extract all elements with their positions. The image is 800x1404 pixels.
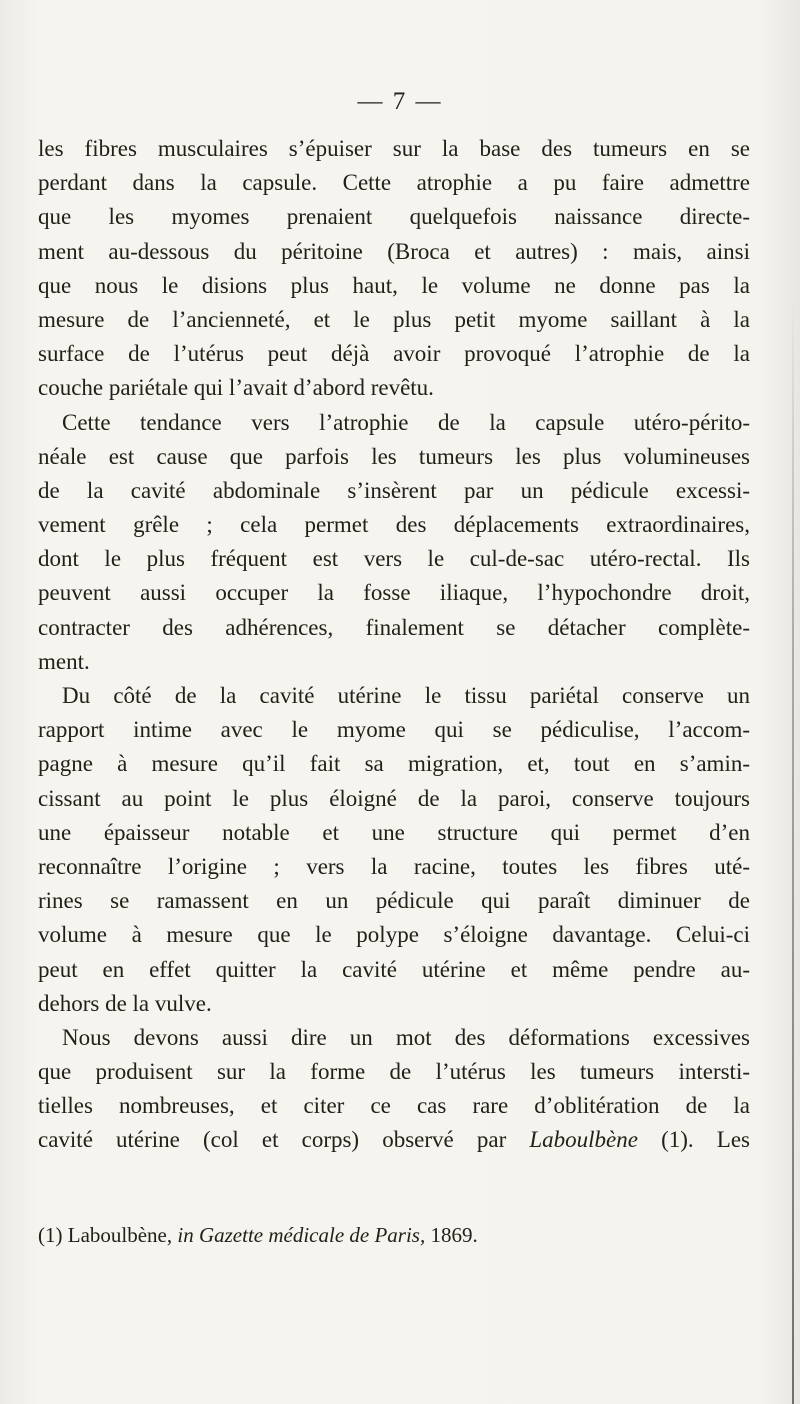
text-line: couche pariétale qui l’avait d’abord revêtu. xyxy=(38,375,434,401)
text-line: mesure de l’ancienneté, et le plus petit myome saillant à la xyxy=(38,306,750,332)
text-line: dehors de la vulve. xyxy=(38,990,212,1016)
text-line: tielles nombreuses, et citer ce cas rare d’oblitération de la xyxy=(38,1093,750,1119)
text-line: que les myomes prenaient quelquefois naissance directe- xyxy=(38,204,750,230)
text-line: pagne à mesure qu’il fait sa migration, et, tout en s’amin- xyxy=(38,751,750,777)
page-edge-shadow xyxy=(792,300,794,1404)
page-number: — 7 — xyxy=(357,88,443,115)
footnote-reference: (1). Les xyxy=(637,1127,750,1153)
text-line: volume à mesure que le polype s’éloigne davantage. Celui-ci xyxy=(38,922,750,948)
text-line: que nous le disions plus haut, le volume ne donne pas la xyxy=(38,272,750,298)
text-line: peut en effet quitter la cavité utérine et même pendre au- xyxy=(38,956,750,982)
footnote-author: Laboulbène, xyxy=(67,1223,173,1247)
text-line: surface de l’utérus peut déjà avoir provoqué l’atrophie de la xyxy=(38,341,750,367)
footnote xyxy=(38,1220,750,1250)
footnote-source: in Gazette médicale de Paris, xyxy=(177,1223,426,1247)
text-line: de la cavité abdominale s’insèrent par un pédicule excessi- xyxy=(38,477,750,503)
text-line xyxy=(38,1123,750,1157)
text-line: rines se ramassent en un pédicule qui paraît diminuer de xyxy=(38,888,750,914)
text-line: Cette tendance vers l’atrophie de la capsule utéro-périto- xyxy=(62,409,750,435)
text-line: contracter des adhérences, finalement se détacher complète- xyxy=(38,614,750,640)
text-line: Nous devons aussi dire un mot des déformations excessives xyxy=(62,1024,750,1050)
text-line: vement grêle ; cela permet des déplacements extraordinaires, xyxy=(38,512,750,538)
footnote-year: 1869. xyxy=(430,1223,478,1247)
text-line: cissant au point le plus éloigné de la paroi, conserve toujours xyxy=(38,785,750,811)
footnote-marker: (1) xyxy=(38,1223,63,1247)
text-line: néale est cause que parfois les tumeurs les plus volumineuses xyxy=(38,443,750,469)
cited-author: Laboulbène xyxy=(529,1127,638,1153)
text-line: perdant dans la capsule. Cette atrophie a pu faire admettre xyxy=(38,170,750,196)
text-line: ment au-dessous du péritoine (Broca et autres) : mais, ainsi xyxy=(38,238,750,264)
text-fragment: cavité utérine (col et corps) observé par xyxy=(38,1127,530,1153)
text-line: les fibres musculaires s’épuiser sur la base des tumeurs en se xyxy=(38,136,750,161)
text-line: que produisent sur la forme de l’utérus les tumeurs intersti- xyxy=(38,1059,750,1085)
text-line: rapport intime avec le myome qui se pédiculise, l’accom- xyxy=(38,717,750,743)
text-line: une épaisseur notable et une structure qui permet d’en xyxy=(38,819,750,845)
body-text xyxy=(38,132,750,1158)
text-line: reconnaître l’origine ; vers la racine, toutes les fibres uté- xyxy=(38,853,750,879)
text-line: Du côté de la cavité utérine le tissu pariétal conserve un xyxy=(62,683,750,708)
text-line: ment. xyxy=(38,648,90,674)
text-line: dont le plus fréquent est vers le cul-de-sac utéro-rectal. Ils xyxy=(38,546,750,572)
text-line: peuvent aussi occuper la fosse iliaque, l’hypochondre droit, xyxy=(38,580,750,606)
